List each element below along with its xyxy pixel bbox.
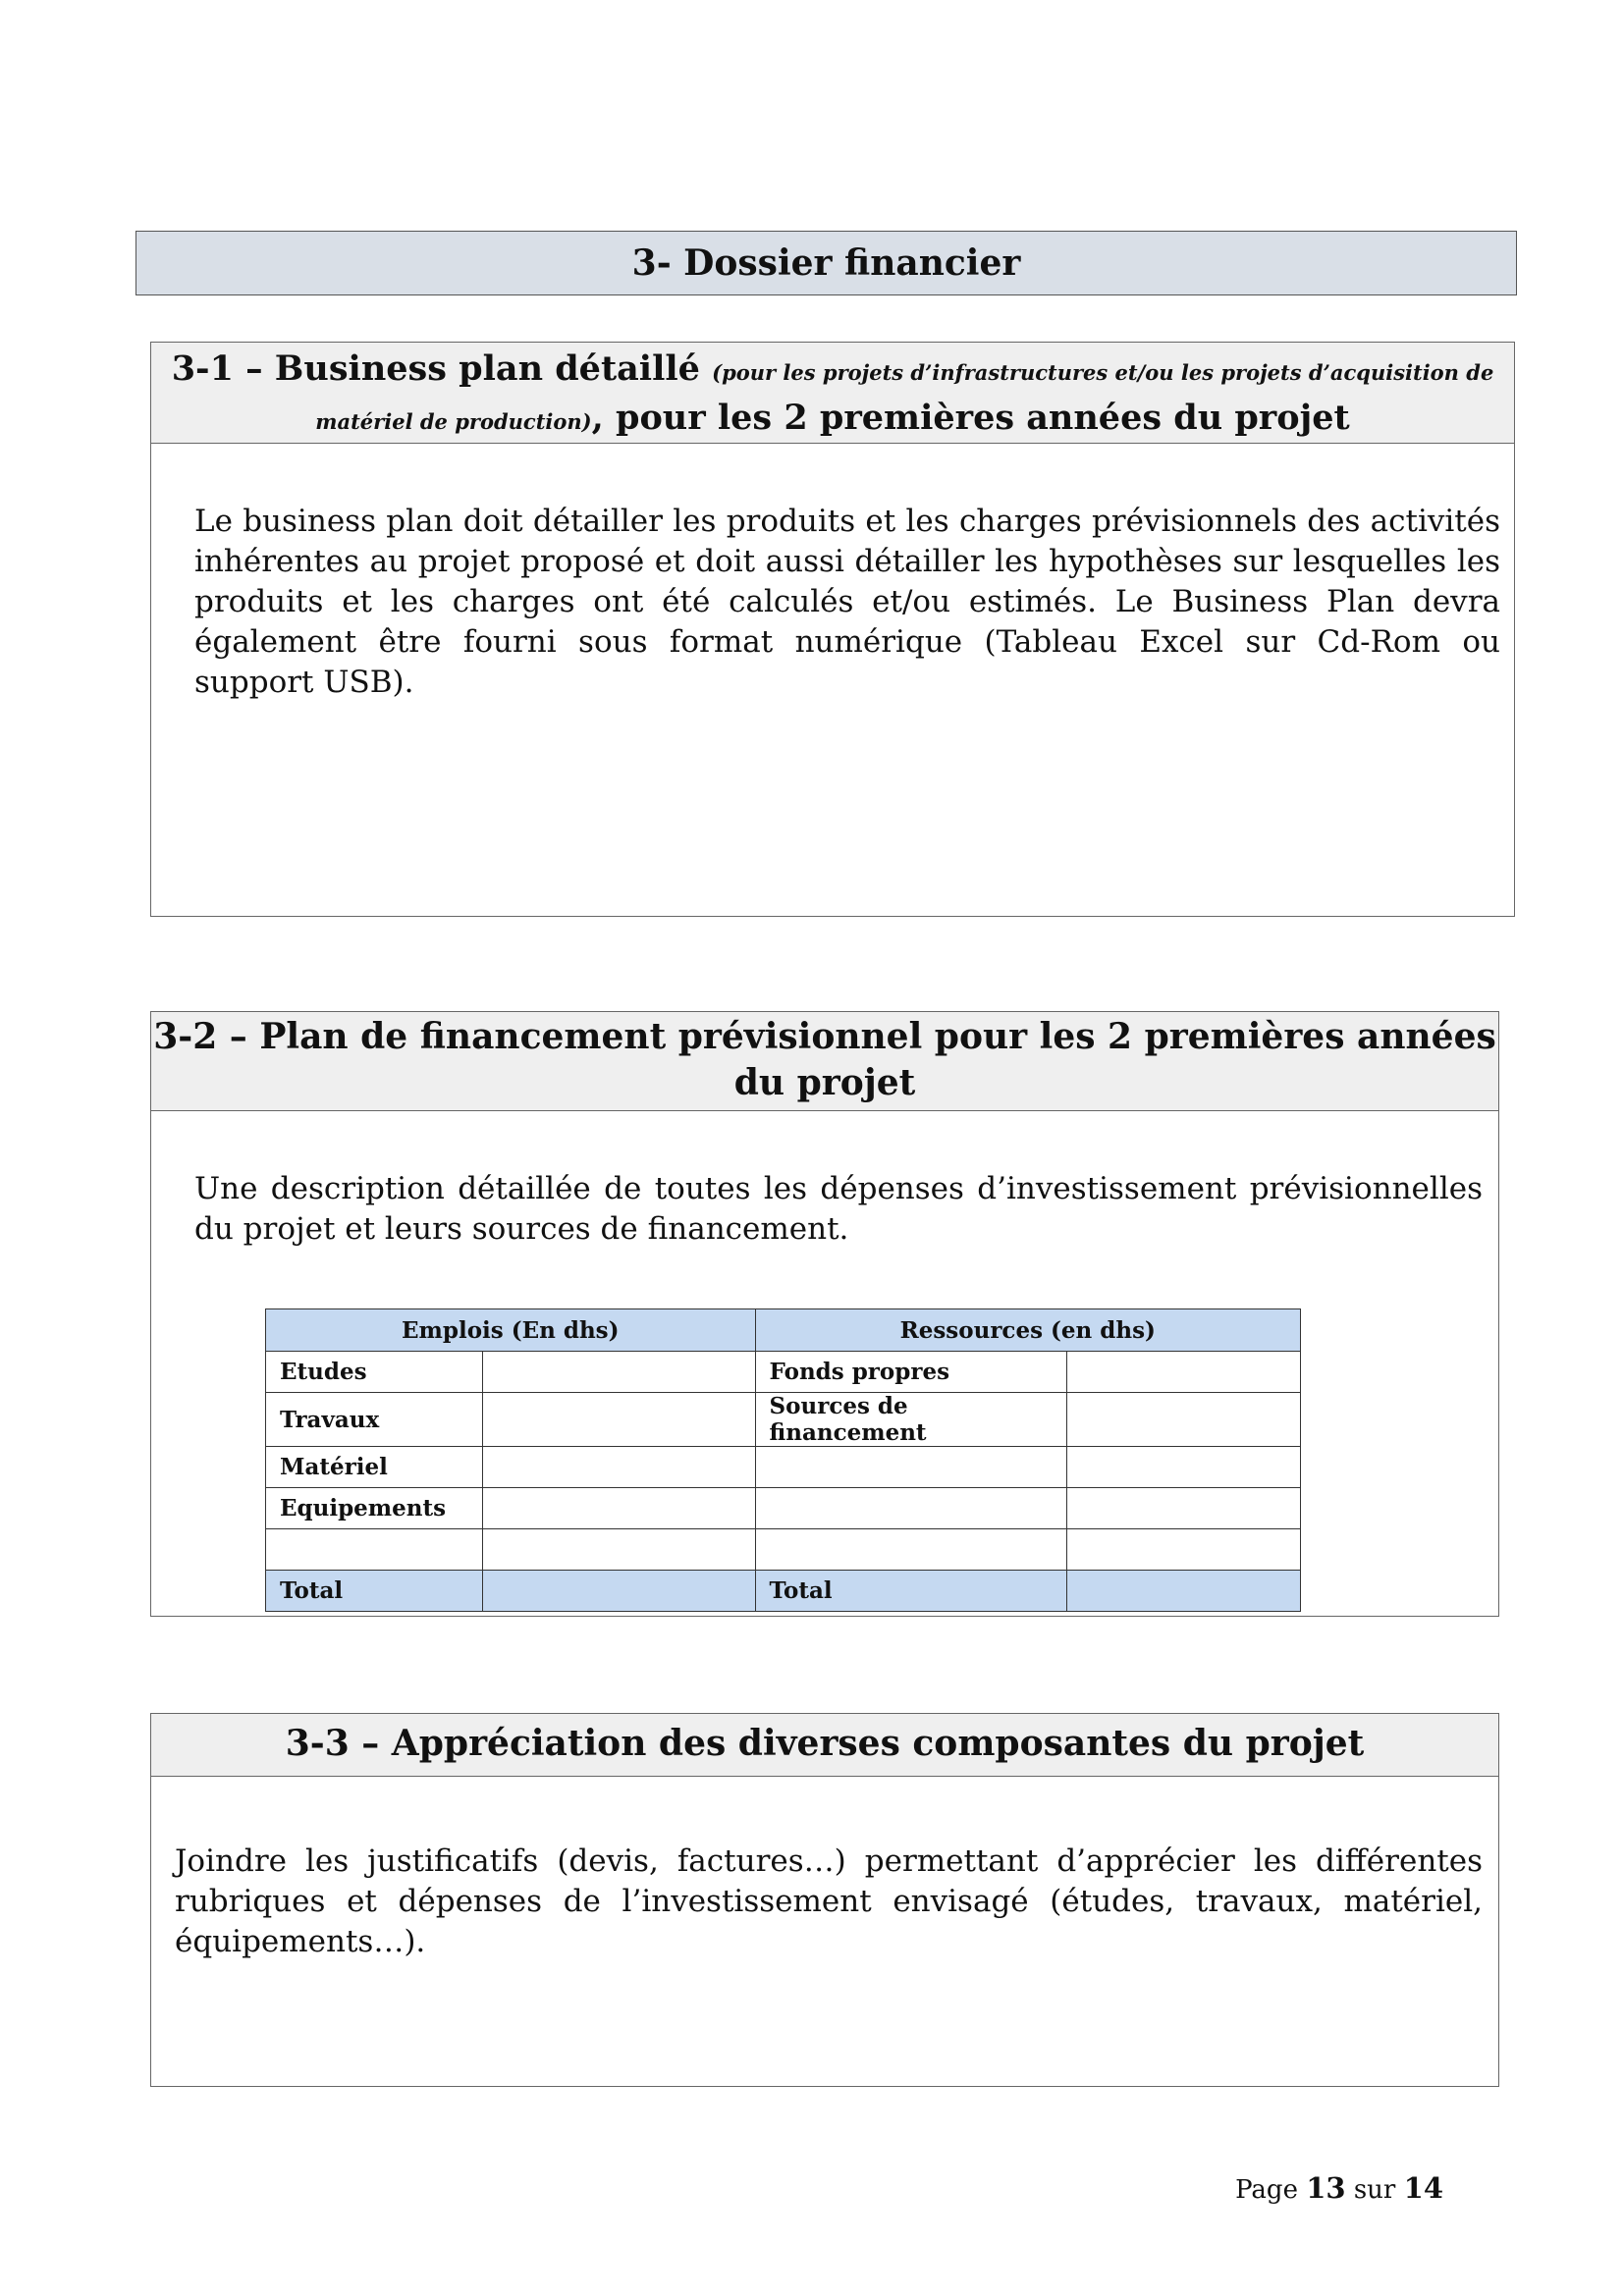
emploi-value-cell[interactable] xyxy=(482,1352,755,1393)
heading-note-b: matériel de production) xyxy=(315,409,592,434)
of-label: sur xyxy=(1353,2175,1396,2205)
ressource-value-cell[interactable] xyxy=(1067,1393,1301,1447)
table-total-row xyxy=(266,1571,1301,1612)
total-emplois-value[interactable] xyxy=(482,1571,755,1612)
ressource-label: Sources de financement xyxy=(755,1393,1067,1447)
page-number-footer xyxy=(1227,2171,1443,2205)
emploi-value-cell[interactable] xyxy=(482,1393,755,1447)
emploi-label: Equipements xyxy=(266,1488,483,1529)
ressource-value-cell[interactable] xyxy=(1067,1488,1301,1529)
ressource-value-cell[interactable] xyxy=(1067,1352,1301,1393)
table-row xyxy=(266,1529,1301,1571)
header-emplois: Emplois (En dhs) xyxy=(266,1309,756,1352)
table-row xyxy=(266,1447,1301,1488)
ressource-label xyxy=(755,1488,1067,1529)
appreciation-section xyxy=(150,1713,1499,2087)
appreciation-text: Joindre les justificatifs (devis, factures…) permettant d’apprécier les différentes rubriques et dépenses de l’investissement envisagé (études, travaux, matériel, équipements…). xyxy=(175,1843,1483,1959)
heading-main: 3-1 – Business plan détaillé xyxy=(171,348,700,389)
emploi-label xyxy=(266,1529,483,1571)
financing-plan-heading: 3-2 – Plan de financement prévisionnel pour les 2 premières années du projet xyxy=(151,1012,1498,1111)
ressource-label: Fonds propres xyxy=(755,1352,1067,1393)
header-ressources: Ressources (en dhs) xyxy=(755,1309,1300,1352)
ressource-label xyxy=(755,1447,1067,1488)
emploi-label: Etudes xyxy=(266,1352,483,1393)
ressource-value-cell[interactable] xyxy=(1067,1529,1301,1571)
table-row xyxy=(266,1352,1301,1393)
page-title: 3- Dossier financier xyxy=(135,231,1517,295)
table-header-row xyxy=(266,1309,1301,1352)
business-plan-text: Le business plan doit détailler les produits et les charges prévisionnels des activités inhérentes au projet proposé et doit aussi détailler les hypothèses sur lesquelles les produits et les charges ont été calculés et/ou estimés. Le Business Plan devra également être fourni sous format numérique (Tableau Excel sur Cd-Rom ou support USB). xyxy=(194,504,1500,700)
ressource-label xyxy=(755,1529,1067,1571)
financing-plan-text: Une description détaillée de toutes les dépenses d’investissement prévisionnelles du projet et leurs sources de financement. xyxy=(194,1171,1483,1247)
table-row xyxy=(266,1488,1301,1529)
total-ressources-value[interactable] xyxy=(1067,1571,1301,1612)
appreciation-heading: 3-3 – Appréciation des diverses composantes du projet xyxy=(151,1714,1498,1777)
ressource-value-cell[interactable] xyxy=(1067,1447,1301,1488)
page-number: 13 xyxy=(1306,2171,1346,2205)
emploi-value-cell[interactable] xyxy=(482,1529,755,1571)
financing-plan-section xyxy=(150,1011,1499,1617)
emploi-value-cell[interactable] xyxy=(482,1447,755,1488)
heading-tail: , pour les 2 premières années du projet xyxy=(591,398,1350,438)
page-total: 14 xyxy=(1403,2171,1443,2205)
emploi-label: Travaux xyxy=(266,1393,483,1447)
emploi-label: Matériel xyxy=(266,1447,483,1488)
page-label: Page xyxy=(1235,2175,1298,2205)
financing-table xyxy=(265,1308,1301,1612)
total-ressources-label: Total xyxy=(755,1571,1067,1612)
business-plan-section xyxy=(150,342,1515,917)
total-emplois-label: Total xyxy=(266,1571,483,1612)
heading-note-a: (pour les projets d’infrastructures et/ou les projets d’acquisition de xyxy=(712,360,1494,385)
table-row xyxy=(266,1393,1301,1447)
emploi-value-cell[interactable] xyxy=(482,1488,755,1529)
business-plan-heading xyxy=(151,343,1514,444)
